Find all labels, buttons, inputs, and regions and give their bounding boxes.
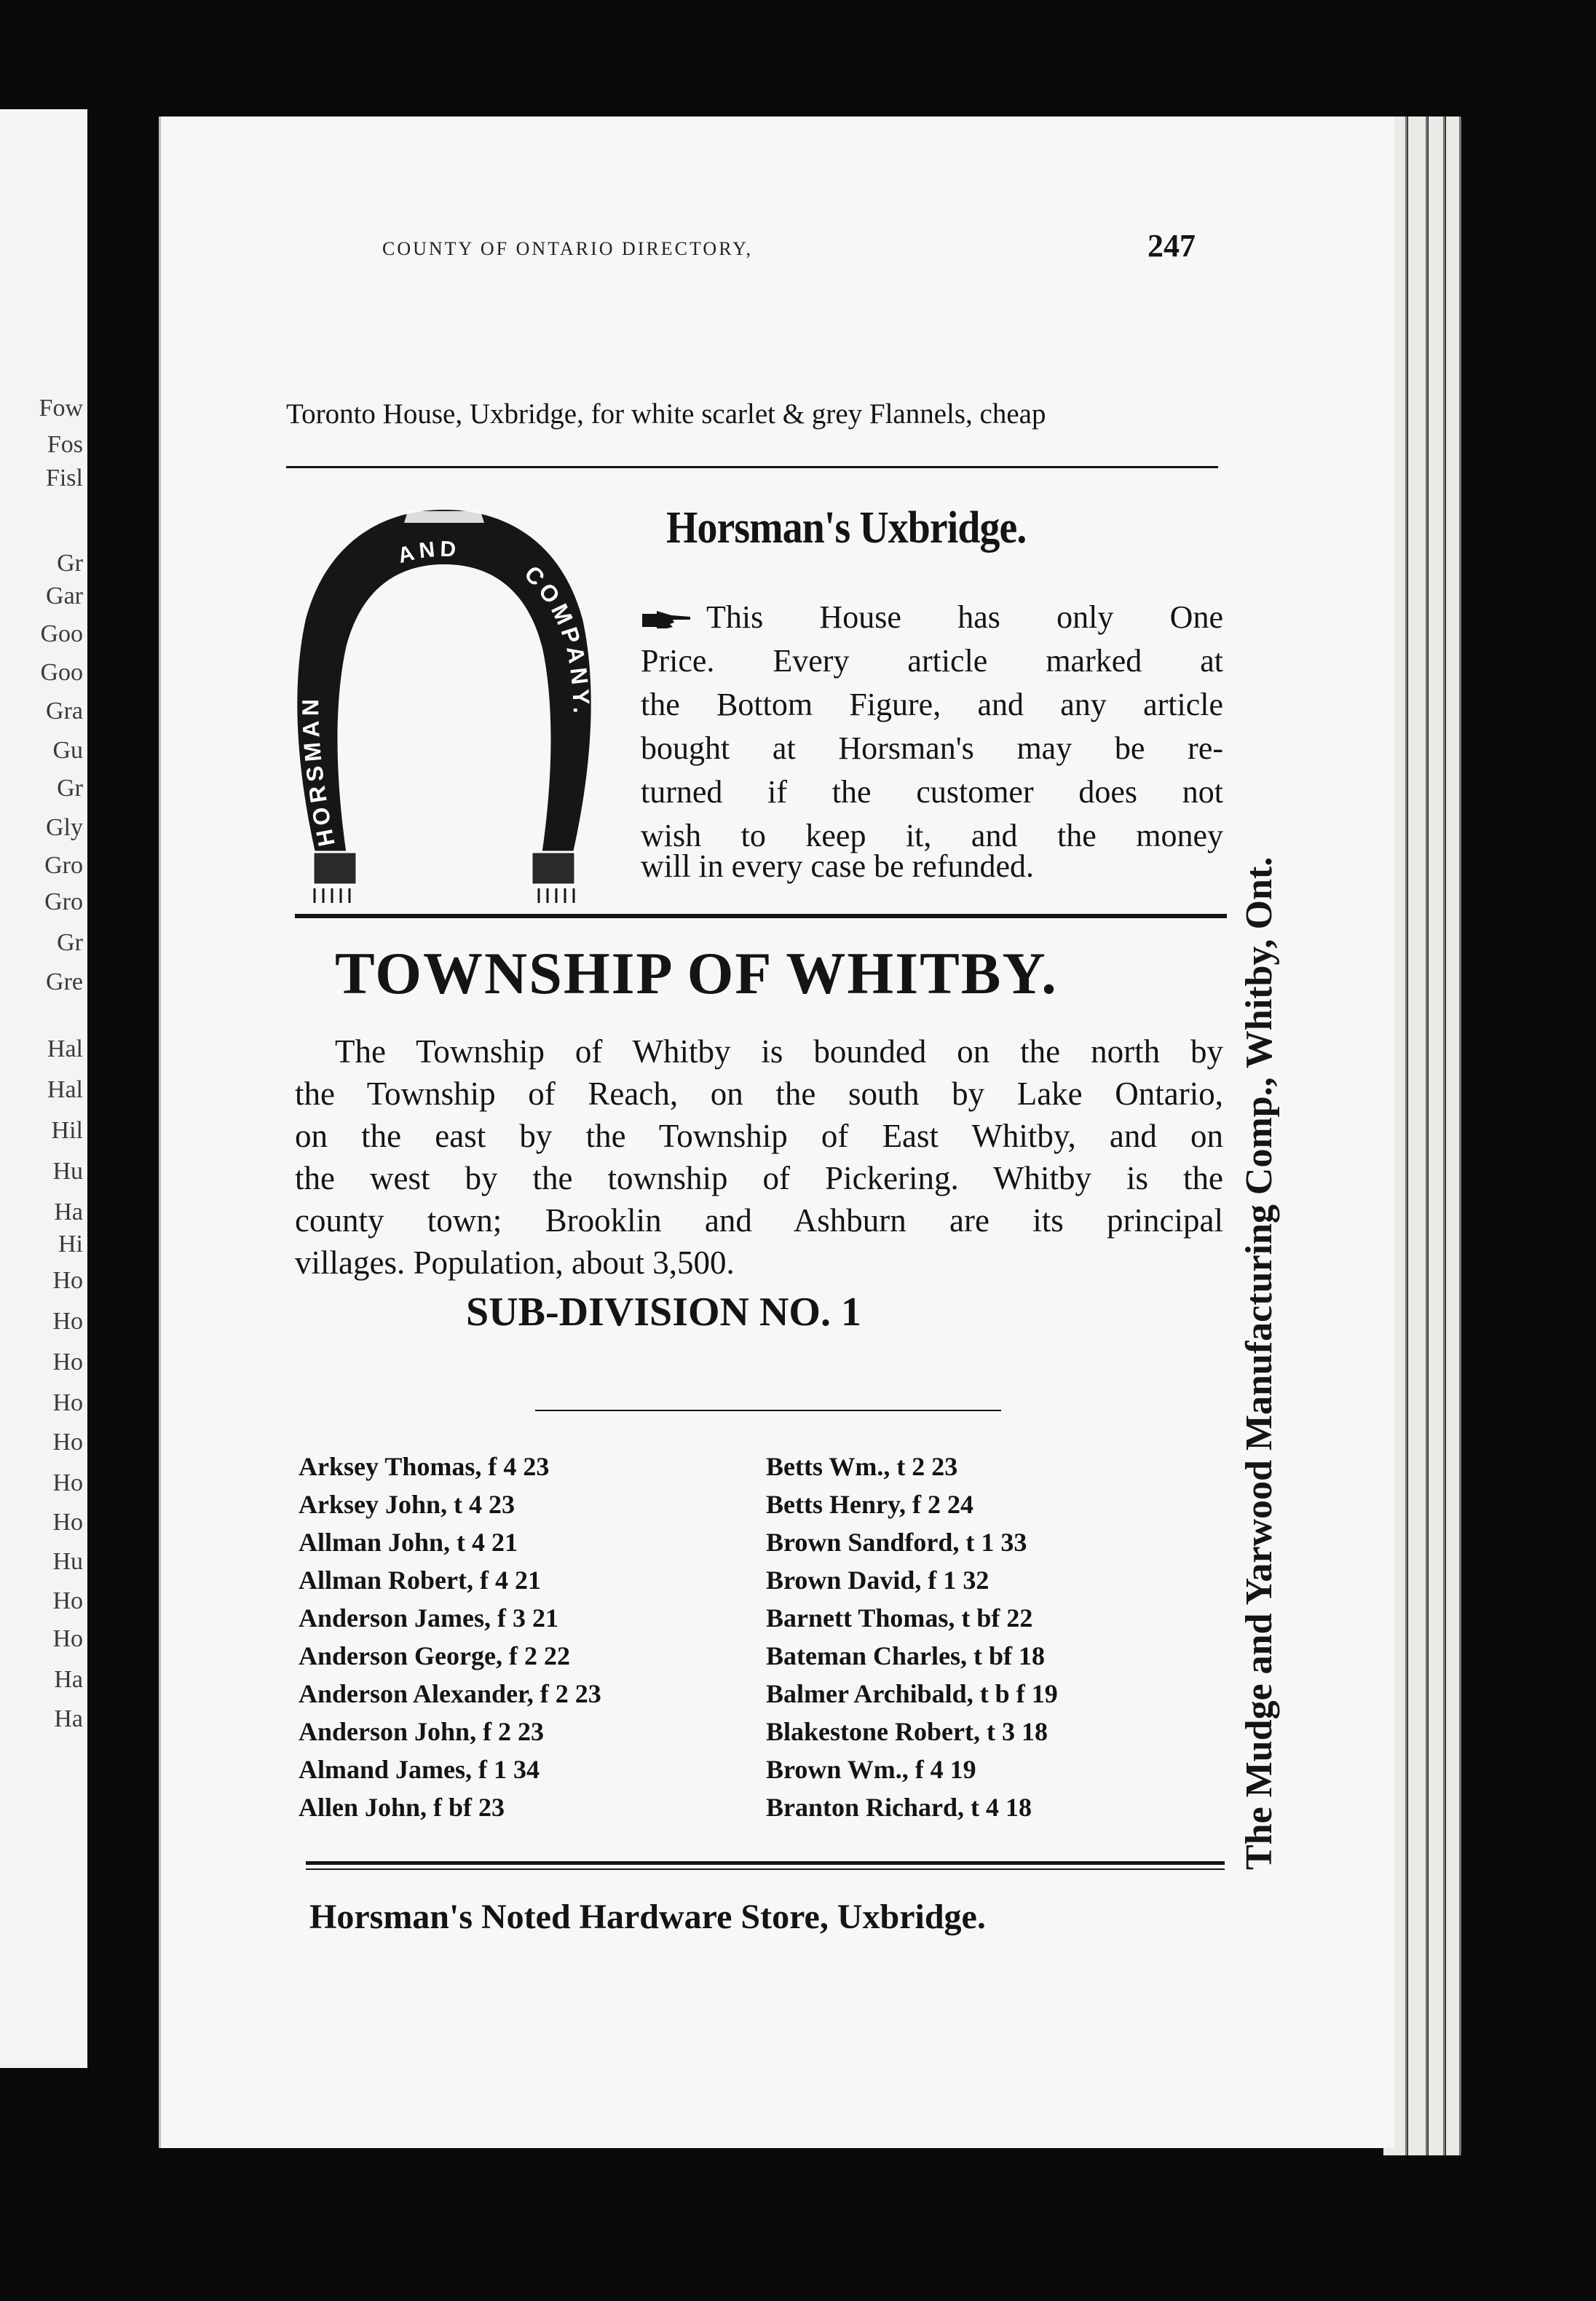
list-item: Betts Wm., t 2 23	[766, 1452, 958, 1481]
ad-line-3: the Bottom Figure, and any article	[641, 687, 1223, 722]
rule-bottom-2	[306, 1868, 1225, 1870]
list-item: Arksey John, t 4 23	[299, 1490, 515, 1519]
list-item: Allman Robert, f 4 21	[299, 1566, 541, 1595]
left-page-text-fragment: Ho	[52, 1267, 83, 1294]
left-page-text-fragment: Gro	[44, 852, 83, 879]
ad-line-5: turned if the customer does not	[641, 774, 1223, 810]
left-page-text-fragment: Fisl	[45, 465, 83, 492]
paragraph-line-4: the west by the township of Pickering. Whitby is the	[295, 1160, 1223, 1196]
left-page-text-fragment: Ho	[52, 1349, 83, 1376]
list-item: Bateman Charles, t bf 18	[766, 1641, 1045, 1670]
left-page-fragment	[0, 109, 87, 2068]
left-page-text-fragment: Goo	[40, 620, 83, 647]
list-item: Arksey Thomas, f 4 23	[299, 1452, 550, 1481]
list-item: Anderson John, f 2 23	[299, 1717, 545, 1746]
list-item: Brown David, f 1 32	[766, 1566, 989, 1595]
rule-subdivision	[535, 1410, 1001, 1411]
left-page-text-fragment: Hi	[58, 1231, 83, 1258]
left-page-text-fragment: Gu	[52, 737, 83, 764]
ad-line-2: Price. Every article marked at	[641, 643, 1223, 679]
page-number: 247	[1147, 228, 1196, 264]
left-page-text-fragment: Hil	[51, 1117, 83, 1144]
left-page-text-fragment: Gra	[46, 698, 83, 725]
list-item: Allen John, f bf 23	[299, 1793, 505, 1822]
left-page-text-fragment: Ho	[52, 1469, 83, 1496]
horseshoe-right-text: COMPANY.	[519, 560, 595, 718]
ad-line-1-text: This House has only One	[706, 599, 1223, 635]
left-page-text-fragment: Ho	[52, 1625, 83, 1652]
left-page-text-fragment: Fos	[47, 431, 83, 458]
list-item: Anderson Alexander, f 2 23	[299, 1679, 601, 1708]
paragraph-line-5: county town; Brooklin and Ashburn are its principal	[295, 1202, 1223, 1239]
ad-line-7: will in every case be refunded.	[641, 848, 1034, 884]
side-advertisement: The Mudge and Yarwood Manufacturing Comp., Whitby, Ont.	[1239, 856, 1280, 1870]
book-spine-gap	[87, 0, 159, 2301]
horseshoe-left-text: HORSMAN	[297, 695, 340, 849]
left-page-text-fragment: Goo	[40, 659, 83, 686]
left-page-text-fragment: Hal	[47, 1035, 83, 1062]
left-page-text-fragment: Gar	[46, 583, 83, 609]
ad-line-4: bought at Horsman's may be re-	[641, 730, 1223, 766]
subdivision-heading: SUB-DIVISION NO. 1	[466, 1290, 861, 1335]
left-page-text-fragment: Ho	[52, 1587, 83, 1614]
left-page-text-fragment: Gr	[57, 929, 83, 956]
list-item: Balmer Archibald, t b f 19	[766, 1679, 1058, 1708]
left-page-text-fragment: Hu	[52, 1548, 83, 1575]
horseshoe-top-text: AND	[395, 537, 461, 569]
left-page-text-fragment: Gro	[44, 888, 83, 915]
ad-line-6: wish to keep it, and the money	[641, 818, 1223, 853]
left-page-text-fragment: Ho	[52, 1429, 83, 1456]
left-page-text-fragment: Hu	[52, 1158, 83, 1185]
list-item: Brown Sandford, t 1 33	[766, 1528, 1027, 1557]
list-item: Brown Wm., f 4 19	[766, 1755, 976, 1784]
list-item: Almand James, f 1 34	[299, 1755, 540, 1784]
left-page-text-fragment: Ha	[54, 1199, 83, 1226]
bottom-advertisement: Horsman's Noted Hardware Store, Uxbridge.	[309, 1898, 986, 1936]
paragraph-line-2: the Township of Reach, on the south by Lake Ontario,	[295, 1075, 1223, 1112]
rule-bottom-1	[306, 1861, 1225, 1865]
list-item: Betts Henry, f 2 24	[766, 1490, 973, 1519]
left-page-text-fragment: Fow	[39, 395, 83, 422]
left-page-text-fragment: Gre	[46, 968, 83, 995]
township-title: TOWNSHIP OF WHITBY.	[335, 940, 1058, 1006]
left-page-text-fragment: Gly	[46, 814, 83, 841]
top-advertisement: Toronto House, Uxbridge, for white scarlet & grey Flannels, cheap	[286, 398, 1046, 430]
paragraph-line-1: The Township of Whitby is bounded on the north by	[335, 1033, 1223, 1070]
left-page-text-fragment: Gr	[57, 550, 83, 577]
list-item: Anderson George, f 2 22	[299, 1641, 570, 1670]
left-page-text-fragment: Hal	[47, 1076, 83, 1103]
rule-ad-bottom	[295, 914, 1227, 918]
rule-top	[286, 466, 1218, 468]
left-page-text-fragment: Ho	[52, 1308, 83, 1335]
left-page-text-fragment: Gr	[57, 775, 83, 802]
running-head: COUNTY OF ONTARIO DIRECTORY,	[382, 238, 754, 259]
left-page-text-fragment: Ha	[54, 1705, 83, 1732]
left-page-text-fragment: Ho	[52, 1509, 83, 1536]
list-item: Allman John, t 4 21	[299, 1528, 518, 1557]
pointing-hand-icon	[641, 609, 692, 631]
left-page-text-fragment: Ha	[54, 1666, 83, 1693]
page-edges	[1383, 117, 1478, 2155]
horseshoe-logo	[291, 495, 597, 903]
ad-title: Horsman's Uxbridge.	[666, 503, 1027, 553]
list-item: Blakestone Robert, t 3 18	[766, 1717, 1048, 1746]
list-item: Branton Richard, t 4 18	[766, 1793, 1032, 1822]
paragraph-line-6: villages. Population, about 3,500.	[295, 1244, 735, 1281]
left-page-text-fragment: Ho	[52, 1389, 83, 1416]
paragraph-line-3: on the east by the Township of East Whitby, and on	[295, 1118, 1223, 1154]
list-item: Barnett Thomas, t bf 22	[766, 1603, 1033, 1633]
ad-line-1	[641, 596, 1223, 639]
list-item: Anderson James, f 3 21	[299, 1603, 558, 1633]
